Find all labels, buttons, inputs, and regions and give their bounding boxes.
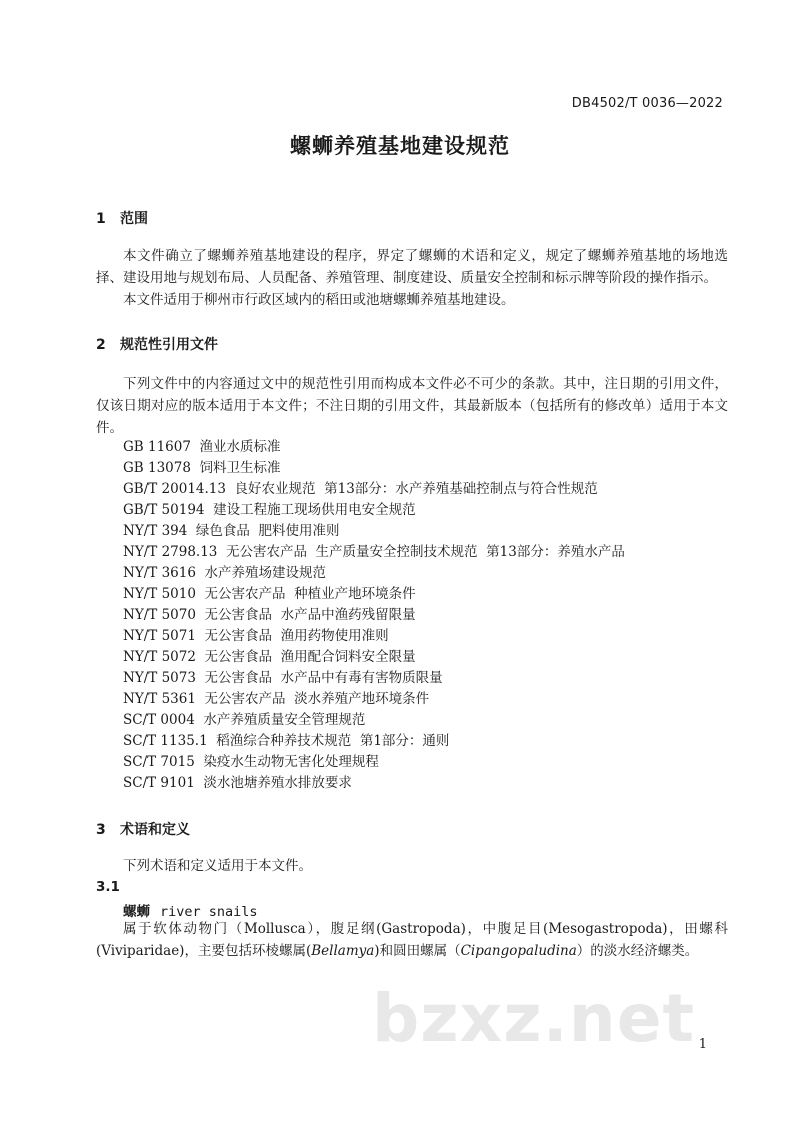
section-number: 3 xyxy=(96,822,106,838)
definition-text: ）的淡水经济螺类。 xyxy=(576,943,699,959)
genus-cipangopaludina: Cipangopaludina xyxy=(460,943,577,959)
reference-item: NY/T 5072 无公害食品 渔用配合饲料安全限量 xyxy=(123,649,416,665)
section-2-paragraph-1: 下列文件中的内容通过文中的规范性引用而构成本文件必不可少的条款。其中，注日期的引用文件，仅该日期对应的版本适用于本文件；不注日期的引用文件，其最新版本（包括所有的修改单）适用于本文件。 xyxy=(96,376,728,436)
genus-bellamya: Bellamya xyxy=(311,943,375,959)
section-3-heading xyxy=(96,819,190,839)
reference-item: NY/T 5361 无公害农产品 淡水养殖产地环境条件 xyxy=(123,691,430,707)
reference-item: NY/T 5073 无公害食品 水产品中有毒有害物质限量 xyxy=(123,670,443,686)
definition-text: 属于软体动物门（Mollusca），腹足纲(Gastropoda)，中腹足目(Mesogastropoda)，田螺科(Viviparidae)，主要包括环棱螺属( xyxy=(96,921,728,959)
document-code: DB4502/T 0036—2022 xyxy=(571,96,723,111)
reference-item: NY/T 5071 无公害食品 渔用药物使用准则 xyxy=(123,628,389,644)
reference-item: NY/T 5070 无公害食品 水产品中渔药残留限量 xyxy=(123,607,416,623)
term-name-en: river snails xyxy=(160,904,258,920)
term-name-cn: 螺蛳 xyxy=(123,904,150,920)
reference-item: NY/T 5010 无公害农产品 种植业产地环境条件 xyxy=(123,586,416,602)
watermark: bzxz.net xyxy=(372,980,696,1057)
reference-item: GB/T 50194 建设工程施工现场供用电安全规范 xyxy=(123,502,416,518)
reference-item: NY/T 3616 水产养殖场建设规范 xyxy=(123,565,327,581)
reference-item: SC/T 9101 淡水池塘养殖水排放要求 xyxy=(123,775,352,791)
reference-item: SC/T 7015 染疫水生动物无害化处理规程 xyxy=(123,754,379,770)
section-title: 规范性引用文件 xyxy=(120,337,218,353)
section-title: 范围 xyxy=(120,211,148,227)
document-title: 螺蛳养殖基地建设规范 xyxy=(290,134,510,158)
term-name xyxy=(123,900,258,920)
reference-item: NY/T 2798.13 无公害农产品 生产质量安全控制技术规范 第13部分：养殖水产品 xyxy=(123,544,625,560)
section-3-paragraph-1: 下列术语和定义适用于本文件。 xyxy=(123,858,312,874)
section-number: 1 xyxy=(96,211,106,227)
reference-item: GB 11607 渔业水质标准 xyxy=(123,439,281,455)
reference-item: SC/T 1135.1 稻渔综合种养技术规范 第1部分：通则 xyxy=(123,733,450,749)
section-1-paragraph-1: 本文件确立了螺蛳养殖基地建设的程序，界定了螺蛳的术语和定义，规定了螺蛳养殖基地的场地选择、建设用地与规划布局、人员配备、养殖管理、制度建设、质量安全控制和标示牌等阶段的操作指示。 xyxy=(96,248,728,286)
reference-item: SC/T 0004 水产养殖质量安全管理规范 xyxy=(123,712,366,728)
definition-text: )和圆田螺属（ xyxy=(374,943,461,959)
term-definition xyxy=(96,918,728,962)
section-title: 术语和定义 xyxy=(120,822,190,838)
section-1-paragraph-2: 本文件适用于柳州市行政区域内的稻田或池塘螺蛳养殖基地建设。 xyxy=(123,292,515,308)
reference-item: NY/T 394 绿色食品 肥料使用准则 xyxy=(123,523,340,539)
section-number: 2 xyxy=(96,337,106,353)
section-1-heading xyxy=(96,208,148,228)
reference-item: GB 13078 饲料卫生标准 xyxy=(123,460,281,476)
reference-item: GB/T 20014.13 良好农业规范 第13部分：水产养殖基础控制点与符合性规范 xyxy=(123,481,598,497)
section-2-heading xyxy=(96,334,218,354)
page-number: 1 xyxy=(698,1037,707,1052)
term-number: 3.1 xyxy=(96,879,120,895)
